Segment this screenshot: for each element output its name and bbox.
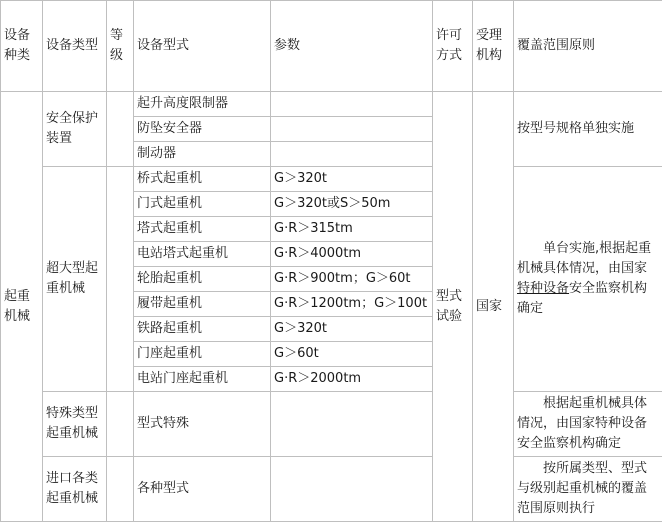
header-params: 参数	[271, 1, 433, 92]
header-row	[1, 1, 662, 92]
param-cell: G＞60t	[271, 342, 433, 367]
type-cell-special: 特殊类型起重机械	[43, 392, 107, 457]
model-cell: 桥式起重机	[134, 167, 271, 192]
permit-cell: 型式试验	[433, 92, 473, 522]
model-cell: 轮胎起重机	[134, 267, 271, 292]
param-cell	[271, 142, 433, 167]
table-row	[1, 392, 662, 457]
model-cell: 塔式起重机	[134, 217, 271, 242]
principle-text: 安全监察机构确定	[517, 281, 648, 316]
table-row	[1, 167, 662, 192]
grade-cell	[107, 457, 134, 522]
model-cell: 履带起重机	[134, 292, 271, 317]
param-cell	[271, 457, 433, 522]
header-category: 设备种类	[1, 1, 43, 92]
grade-cell	[107, 392, 134, 457]
principle-cell-special: 根据起重机械具体情况，由国家特种设备安全监察机构确定	[514, 392, 662, 457]
principle-cell-large	[514, 167, 662, 392]
table-row	[1, 457, 662, 522]
param-cell: G＞320t	[271, 167, 433, 192]
model-cell: 门座起重机	[134, 342, 271, 367]
model-cell: 电站塔式起重机	[134, 242, 271, 267]
type-cell-safety: 安全保护装置	[43, 92, 107, 167]
grade-cell	[107, 92, 134, 167]
header-model: 设备型式	[134, 1, 271, 92]
param-cell: G＞320t或S＞50m	[271, 192, 433, 217]
model-cell: 防坠安全器	[134, 117, 271, 142]
param-cell: G·R＞4000tm	[271, 242, 433, 267]
principle-cell-imported: 按所属类型、型式与级别起重机械的覆盖范围原则执行	[514, 457, 662, 522]
header-type: 设备类型	[43, 1, 107, 92]
param-cell	[271, 92, 433, 117]
agency-cell: 国家	[473, 92, 514, 522]
model-cell: 门式起重机	[134, 192, 271, 217]
param-cell	[271, 117, 433, 142]
principle-cell-safety: 按型号规格单独实施	[514, 92, 662, 167]
header-agency: 受理机构	[473, 1, 514, 92]
param-cell: G＞320t	[271, 317, 433, 342]
model-cell: 铁路起重机	[134, 317, 271, 342]
param-cell	[271, 392, 433, 457]
model-cell: 各种型式	[134, 457, 271, 522]
header-principle: 覆盖范围原则	[514, 1, 662, 92]
model-cell: 制动器	[134, 142, 271, 167]
header-permit: 许可方式	[433, 1, 473, 92]
header-grade: 等级	[107, 1, 134, 92]
param-cell: G·R＞900tm；G＞60t	[271, 267, 433, 292]
type-cell-large: 超大型起重机械	[43, 167, 107, 392]
model-cell: 电站门座起重机	[134, 367, 271, 392]
table-row	[1, 92, 662, 117]
param-cell: G·R＞2000tm	[271, 367, 433, 392]
category-cell: 起重机械	[1, 92, 43, 522]
principle-underlined-text: 特种设备	[517, 281, 570, 296]
model-cell: 起升高度限制器	[134, 92, 271, 117]
param-cell: G·R＞1200tm；G＞100t	[271, 292, 433, 317]
type-cell-imported: 进口各类起重机械	[43, 457, 107, 522]
param-cell: G·R＞315tm	[271, 217, 433, 242]
model-cell: 型式特殊	[134, 392, 271, 457]
principle-text: 单台实施,根据起重机械具体情况，由国家	[517, 241, 652, 276]
grade-cell	[107, 167, 134, 392]
